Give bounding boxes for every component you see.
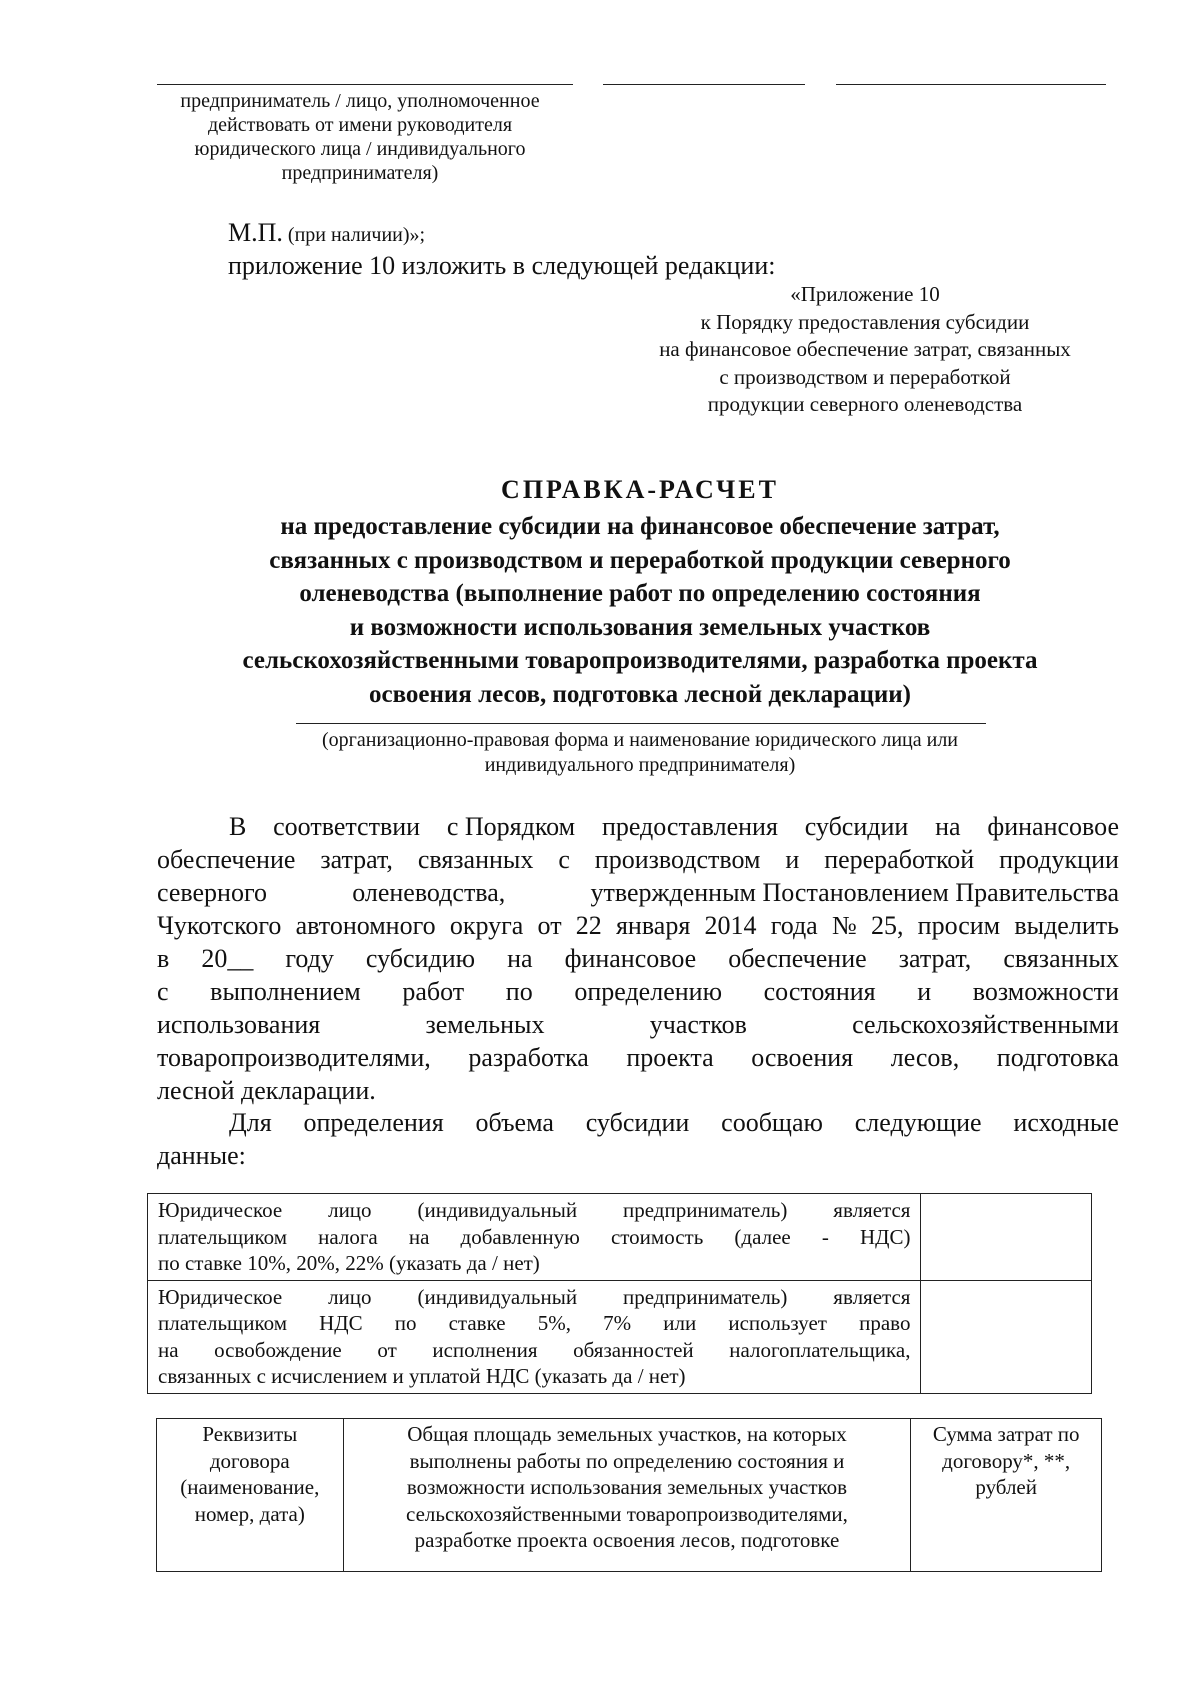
word: производством [594, 845, 761, 874]
word: субсидии [804, 812, 909, 841]
word: подготовка [996, 1043, 1119, 1072]
word: января [615, 911, 691, 940]
word: году [285, 944, 334, 973]
paragraph-line [157, 876, 1119, 909]
paragraph-line [157, 1106, 1119, 1139]
word: автономного [295, 911, 436, 940]
header-line: номер, дата) [194, 1501, 305, 1526]
signature-caption-line: предпринимателя) [281, 162, 439, 184]
word: сообщаю [721, 1108, 823, 1137]
word: связанных [417, 845, 534, 874]
word: определению [574, 977, 722, 1006]
document-subtitle-line: сельскохозяйственными товаропроизводителями, разработка проекта [242, 647, 1038, 674]
annex-header-line: с производством и переработкой [719, 364, 1011, 389]
paragraph-line [157, 843, 1119, 876]
tax-question-line [158, 1337, 910, 1364]
annex-header-line: к Порядку предоставления субсидии [700, 309, 1030, 334]
word: с Порядком [446, 812, 576, 841]
word: 20__ [201, 944, 254, 973]
organization-name-line [296, 723, 986, 724]
tax-status-question [148, 1194, 921, 1281]
word: в [157, 944, 170, 973]
word: (далее [734, 1224, 791, 1249]
word: обязанностей [573, 1337, 694, 1362]
tax-status-answer-cell[interactable] [921, 1194, 1092, 1281]
paragraph-line [157, 975, 1119, 1008]
paragraph-line [157, 1008, 1119, 1041]
word: предприниматель) [622, 1198, 788, 1222]
word: 7% [603, 1311, 632, 1335]
word: 2014 [704, 911, 757, 940]
word: затрат, [898, 944, 972, 973]
word: налогоплательщика, [729, 1337, 911, 1362]
word: земельных [425, 1010, 545, 1039]
word: данные: [157, 1141, 246, 1170]
word: исходные [1013, 1108, 1119, 1137]
word: освоения [751, 1043, 854, 1072]
word: выполнением [210, 977, 361, 1006]
header-line: возможности использования земельных участков [406, 1475, 848, 1499]
tax-status-question [148, 1280, 921, 1393]
word: округа [449, 911, 524, 940]
header-line: выполнены работы по определению состояния и [409, 1448, 845, 1473]
organization-caption [240, 728, 1040, 778]
document-subtitle-line: освоения лесов, подготовка лесной декларации) [368, 680, 912, 708]
header-line: разработке проекта освоения лесов, подготовке [414, 1528, 840, 1552]
word: или [663, 1311, 697, 1335]
header-line: договора [209, 1448, 290, 1473]
word: Чукотского [157, 911, 282, 940]
word: Для [229, 1108, 272, 1137]
word: утвержденным Постановлением Правительства [590, 878, 1119, 907]
tax-question-line [158, 1284, 910, 1311]
header-line: Реквизиты [202, 1422, 298, 1446]
word: налога [318, 1224, 378, 1249]
word: по [505, 977, 533, 1006]
land-area-header [343, 1419, 911, 1572]
word: возможности [972, 977, 1119, 1006]
header-line: сельскохозяйственными товаропроизводителями, [406, 1501, 848, 1526]
annex-header [600, 281, 1130, 419]
word: состояния [763, 977, 876, 1006]
word: Юридическое [158, 1284, 283, 1309]
word: соответствии [273, 812, 421, 841]
header-line: Сумма затрат по [932, 1422, 1080, 1446]
word: по [394, 1311, 417, 1335]
word: оленеводства, [352, 878, 506, 907]
paragraph-line [157, 942, 1119, 975]
document-subtitle-line: связанных с производством и переработкой продукции северного [269, 546, 1011, 574]
word: на [935, 812, 961, 841]
word: 25, [870, 911, 904, 940]
word: НДС [319, 1311, 363, 1335]
word: добавленную [460, 1224, 580, 1249]
word: Юридическое [158, 1198, 283, 1222]
stamp-mp: М.П. [228, 218, 283, 247]
word: выделить [1014, 911, 1119, 940]
word: на [507, 944, 533, 973]
signature-line-date [836, 84, 1106, 85]
data-intro-paragraph [157, 1106, 1119, 1172]
header-line: Общая площадь земельных участков, на которых [407, 1422, 847, 1446]
signature-caption [150, 89, 570, 185]
word: года [770, 911, 818, 940]
word: финансовое [987, 812, 1119, 841]
word: плательщиком [158, 1224, 287, 1249]
word: является [833, 1198, 911, 1222]
tax-status-answer-cell[interactable] [921, 1280, 1092, 1393]
organization-caption-line: (организационно-правовая форма и наименование юридического лица или [321, 729, 959, 751]
header-line: договору*, **, [942, 1448, 1071, 1473]
word: обеспечение [728, 944, 867, 973]
amendment-text: приложение 10 изложить в следующей редакции: [228, 251, 776, 280]
word: на [408, 1224, 430, 1249]
tax-question-line [158, 1224, 910, 1251]
word: работ [402, 977, 465, 1006]
word: и [785, 845, 800, 874]
header-line: рублей [975, 1475, 1037, 1499]
signature-caption-line: действовать от имени руководителя [207, 114, 513, 136]
word: лесной декларации. [157, 1076, 376, 1105]
word: определения [303, 1108, 444, 1137]
word: 5%, [537, 1311, 571, 1335]
contract-table [156, 1418, 1102, 1572]
word: затрат, [320, 845, 393, 874]
word: северного [157, 878, 267, 907]
word: - [821, 1224, 829, 1249]
word: субсидию [365, 944, 476, 973]
word: переработкой [824, 845, 975, 874]
document-subtitle-line: на предоставление субсидии на финансовое обеспечение затрат, [280, 513, 1000, 540]
request-paragraph [157, 810, 1119, 1107]
word: использует [728, 1311, 827, 1335]
signature-line-name [157, 84, 573, 85]
word: № [831, 911, 857, 940]
document-subtitle-line: оленеводства (выполнение работ по определению состояния [299, 580, 981, 607]
tax-question-line [158, 1310, 910, 1337]
word: продукции [999, 845, 1119, 874]
document-title: СПРАВКА-РАСЧЕТ [501, 475, 779, 504]
contract-details-header [157, 1419, 344, 1572]
paragraph-line [157, 909, 1119, 942]
word: товаропроизводителями, [157, 1043, 431, 1072]
word: участков [649, 1010, 747, 1039]
word: связанных [1003, 944, 1119, 973]
word: освобождение [214, 1337, 342, 1362]
word: от [537, 911, 562, 940]
word: является [833, 1284, 911, 1309]
tax-status-row [148, 1280, 1092, 1393]
word: (индивидуальный [417, 1284, 578, 1309]
word: ставке [448, 1311, 506, 1335]
signature-caption-line: юридического лица / индивидуального [194, 138, 526, 160]
word: финансовое [564, 944, 697, 973]
word: следующие [854, 1108, 982, 1137]
word: плательщиком [158, 1311, 287, 1335]
word: объема [475, 1108, 554, 1137]
annex-header-line: на финансовое обеспечение затрат, связанных [659, 337, 1071, 361]
word: с [558, 845, 570, 874]
annex-header-line: продукции северного оленеводства [707, 392, 1023, 416]
tax-question-line [158, 1363, 910, 1390]
word: на [158, 1337, 179, 1362]
word: от [377, 1337, 397, 1362]
word: лицо [328, 1198, 372, 1222]
word: лицо [328, 1284, 372, 1309]
annex-header-line: «Приложение 10 [790, 282, 940, 306]
word: обеспечение [157, 845, 296, 874]
paragraph-line [157, 1074, 1119, 1107]
word: сельскохозяйственными [852, 1010, 1119, 1039]
paragraph-line [157, 1041, 1119, 1074]
word: В [229, 812, 247, 841]
word: просим [917, 911, 1001, 940]
word: стоимость [610, 1224, 704, 1249]
paragraph-line [157, 810, 1119, 843]
word: с [157, 977, 169, 1006]
word: исполнения [432, 1337, 538, 1362]
word: субсидии [585, 1108, 690, 1137]
document-subtitle-line: и возможности использования земельных участков [349, 613, 931, 641]
word: по ставке 10%, 20%, 22% (указать да / нет) [158, 1251, 540, 1275]
word: (индивидуальный [417, 1198, 578, 1222]
tax-status-row [148, 1194, 1092, 1281]
tax-question-line [158, 1197, 910, 1224]
word: предприниматель) [622, 1284, 788, 1309]
word: проекта [626, 1043, 714, 1072]
tax-question-line [158, 1250, 910, 1277]
word: связанных с исчислением и уплатой НДС (указать да / нет) [158, 1364, 686, 1388]
word: 22 [575, 911, 602, 940]
word: предоставления [601, 812, 778, 841]
tax-status-table [147, 1193, 1092, 1394]
word: право [859, 1311, 911, 1335]
contract-table-header-row [157, 1419, 1102, 1572]
word: разработка [468, 1043, 589, 1072]
signature-caption-line: предприниматель / лицо, уполномоченное [180, 90, 540, 112]
organization-caption-line: индивидуального предпринимателя) [484, 754, 796, 776]
signature-line-signature [603, 84, 805, 85]
header-line: (наименование, [180, 1475, 320, 1499]
cost-sum-header [911, 1419, 1102, 1572]
paragraph-line [157, 1139, 1119, 1172]
stamp-line [228, 217, 425, 251]
word: лесов, [890, 1043, 960, 1072]
word: НДС) [859, 1224, 911, 1249]
word: и [917, 977, 932, 1006]
document-subtitle [130, 510, 1150, 711]
stamp-note: (при наличии)»; [282, 224, 426, 246]
word: использования [157, 1010, 321, 1039]
